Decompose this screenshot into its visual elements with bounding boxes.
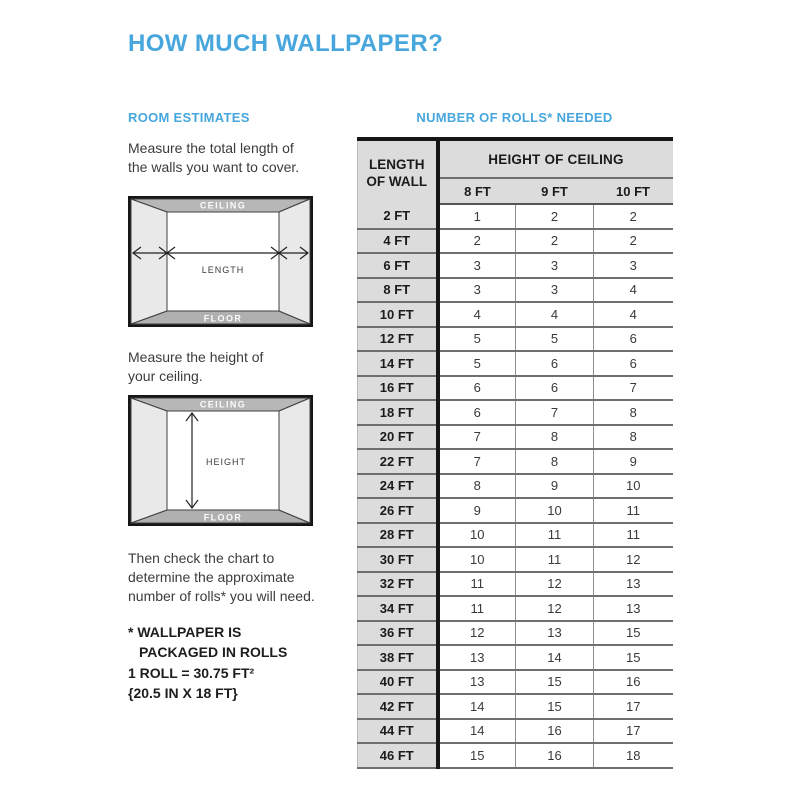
rolls-value-cell: 7 (438, 449, 516, 474)
room-length-diagram (128, 196, 313, 327)
table-row (358, 572, 673, 597)
wall-length-cell: 46 FT (358, 743, 438, 768)
wall-length-cell: 22 FT (358, 449, 438, 474)
rolls-value-cell: 11 (438, 572, 516, 597)
rolls-value-cell: 13 (594, 596, 673, 621)
rolls-value-cell: 11 (438, 596, 516, 621)
rolls-value-cell: 12 (594, 547, 673, 572)
back-wall-surface (167, 212, 279, 311)
left-wall-surface (131, 398, 167, 523)
rolls-value-cell: 3 (438, 278, 516, 303)
table-row (358, 621, 673, 646)
step3-line1: Then check the chart to (128, 550, 275, 566)
rolls-value-cell: 6 (438, 400, 516, 425)
rolls-value-cell: 7 (438, 425, 516, 450)
wall-length-cell: 10 FT (358, 302, 438, 327)
col-header-wall-length (358, 139, 438, 204)
step3-line2: determine the approximate (128, 569, 295, 585)
table-row (358, 400, 673, 425)
rolls-value-cell: 2 (438, 229, 516, 254)
table-row (358, 376, 673, 401)
roll-size-line2: {20.5 IN X 18 FT} (128, 684, 238, 701)
rolls-value-cell: 6 (516, 351, 594, 376)
table-row (358, 425, 673, 450)
rolls-value-cell: 4 (594, 278, 673, 303)
footnote-line2: PACKAGED IN ROLLS (139, 643, 288, 660)
rolls-value-cell: 10 (516, 498, 594, 523)
rolls-value-cell: 2 (516, 229, 594, 254)
rolls-value-cell: 17 (594, 719, 673, 744)
rolls-value-cell: 2 (516, 204, 594, 229)
rolls-value-cell: 7 (594, 376, 673, 401)
table-heading: NUMBER OF ROLLS* NEEDED (416, 110, 613, 125)
rolls-value-cell: 16 (516, 719, 594, 744)
step1-line1: Measure the total length of (128, 140, 294, 156)
rolls-value-cell: 12 (438, 621, 516, 646)
rolls-value-cell: 4 (438, 302, 516, 327)
wall-length-cell: 32 FT (358, 572, 438, 597)
rolls-value-cell: 2 (594, 229, 673, 254)
rolls-value-cell: 13 (594, 572, 673, 597)
rolls-value-cell: 8 (516, 425, 594, 450)
wall-length-cell: 24 FT (358, 474, 438, 499)
col-header-8ft: 8 FT (438, 178, 516, 204)
table-row (358, 719, 673, 744)
wall-length-cell: 26 FT (358, 498, 438, 523)
table-row (358, 694, 673, 719)
left-wall-surface (131, 199, 167, 324)
rolls-value-cell: 12 (516, 596, 594, 621)
rolls-value-cell: 3 (516, 278, 594, 303)
wall-length-header-line1: LENGTH (369, 156, 425, 172)
rolls-value-cell: 6 (438, 376, 516, 401)
col-group-header-ceiling: HEIGHT OF CEILING (438, 139, 673, 178)
rolls-value-cell: 15 (516, 694, 594, 719)
height-dimension-label: HEIGHT (205, 457, 247, 467)
floor-label: FLOOR (203, 313, 243, 324)
wall-length-cell: 28 FT (358, 523, 438, 548)
rolls-value-cell: 9 (438, 498, 516, 523)
step3-line3: number of rolls* you will need. (128, 588, 315, 604)
wall-length-cell: 12 FT (358, 327, 438, 352)
table-row (358, 253, 673, 278)
wall-length-cell: 20 FT (358, 425, 438, 450)
wall-length-cell: 4 FT (358, 229, 438, 254)
table-row (358, 498, 673, 523)
rolls-value-cell: 8 (594, 425, 673, 450)
step2-line2: your ceiling. (128, 368, 203, 384)
table-header-row-1 (358, 139, 673, 178)
rolls-value-cell: 10 (438, 523, 516, 548)
rolls-value-cell: 4 (516, 302, 594, 327)
table-row (358, 547, 673, 572)
rolls-value-cell: 10 (594, 474, 673, 499)
rolls-value-cell: 11 (516, 523, 594, 548)
table-row (358, 302, 673, 327)
table-row (358, 351, 673, 376)
rolls-value-cell: 10 (438, 547, 516, 572)
step2-line1: Measure the height of (128, 349, 264, 365)
wall-length-cell: 40 FT (358, 670, 438, 695)
table-row (358, 645, 673, 670)
rolls-value-cell: 2 (594, 204, 673, 229)
rolls-value-cell: 5 (438, 351, 516, 376)
rolls-value-cell: 5 (438, 327, 516, 352)
rolls-value-cell: 11 (516, 547, 594, 572)
table-row (358, 278, 673, 303)
rolls-value-cell: 13 (438, 670, 516, 695)
rolls-footnote (128, 623, 287, 662)
ceiling-height-diagram (128, 394, 313, 527)
wall-length-cell: 16 FT (358, 376, 438, 401)
step1-line2: the walls you want to cover. (128, 159, 300, 175)
ceiling-label: CEILING (199, 200, 247, 211)
rolls-value-cell: 11 (594, 523, 673, 548)
rolls-value-cell: 3 (594, 253, 673, 278)
footnote-line1: * WALLPAPER IS (128, 624, 242, 640)
rolls-value-cell: 9 (594, 449, 673, 474)
rolls-value-cell: 8 (438, 474, 516, 499)
rolls-value-cell: 6 (516, 376, 594, 401)
table-row (358, 670, 673, 695)
rolls-value-cell: 13 (438, 645, 516, 670)
table-row (358, 523, 673, 548)
table-row (358, 449, 673, 474)
wall-length-header-line2: OF WALL (366, 173, 428, 189)
right-wall-surface (279, 199, 310, 324)
rolls-value-cell: 18 (594, 743, 673, 768)
length-dimension-label: LENGTH (201, 265, 245, 275)
wall-length-cell: 2 FT (358, 204, 438, 229)
rolls-value-cell: 17 (594, 694, 673, 719)
table-row (358, 204, 673, 229)
rolls-value-cell: 8 (516, 449, 594, 474)
rolls-value-cell: 5 (516, 327, 594, 352)
rolls-value-cell: 16 (594, 670, 673, 695)
rolls-value-cell: 12 (516, 572, 594, 597)
rolls-value-cell: 6 (594, 327, 673, 352)
wall-length-cell: 44 FT (358, 719, 438, 744)
wall-length-cell: 8 FT (358, 278, 438, 303)
step2-text (128, 348, 263, 386)
rolls-value-cell: 13 (516, 621, 594, 646)
wall-length-cell: 18 FT (358, 400, 438, 425)
table-row (358, 327, 673, 352)
rolls-value-cell: 14 (438, 719, 516, 744)
right-wall-surface (279, 398, 310, 523)
rolls-value-cell: 8 (594, 400, 673, 425)
roll-size-info (128, 664, 254, 703)
rolls-value-cell: 6 (594, 351, 673, 376)
wall-length-cell: 14 FT (358, 351, 438, 376)
table-row (358, 229, 673, 254)
rolls-value-cell: 15 (594, 645, 673, 670)
room-estimates-heading: ROOM ESTIMATES (128, 110, 250, 125)
rolls-value-cell: 15 (594, 621, 673, 646)
rolls-value-cell: 15 (516, 670, 594, 695)
page-title: HOW MUCH WALLPAPER? (128, 30, 444, 57)
rolls-value-cell: 3 (516, 253, 594, 278)
table-row (358, 474, 673, 499)
step1-text (128, 139, 299, 177)
rolls-table (357, 137, 673, 769)
wall-length-cell: 36 FT (358, 621, 438, 646)
roll-size-line1: 1 ROLL = 30.75 FT² (128, 665, 255, 681)
col-header-9ft: 9 FT (516, 178, 594, 204)
wall-length-cell: 30 FT (358, 547, 438, 572)
rolls-value-cell: 11 (594, 498, 673, 523)
rolls-value-cell: 15 (438, 743, 516, 768)
step3-text (128, 549, 315, 606)
rolls-value-cell: 7 (516, 400, 594, 425)
table-row (358, 743, 673, 768)
floor-label: FLOOR (203, 512, 243, 523)
rolls-value-cell: 14 (516, 645, 594, 670)
rolls-value-cell: 3 (438, 253, 516, 278)
rolls-value-cell: 9 (516, 474, 594, 499)
wall-length-cell: 42 FT (358, 694, 438, 719)
rolls-value-cell: 1 (438, 204, 516, 229)
col-header-10ft: 10 FT (594, 178, 673, 204)
ceiling-label: CEILING (199, 399, 247, 410)
rolls-table-body (358, 204, 673, 768)
wall-length-cell: 38 FT (358, 645, 438, 670)
wall-length-cell: 34 FT (358, 596, 438, 621)
rolls-value-cell: 14 (438, 694, 516, 719)
table-row (358, 596, 673, 621)
rolls-value-cell: 16 (516, 743, 594, 768)
wall-length-cell: 6 FT (358, 253, 438, 278)
rolls-value-cell: 4 (594, 302, 673, 327)
